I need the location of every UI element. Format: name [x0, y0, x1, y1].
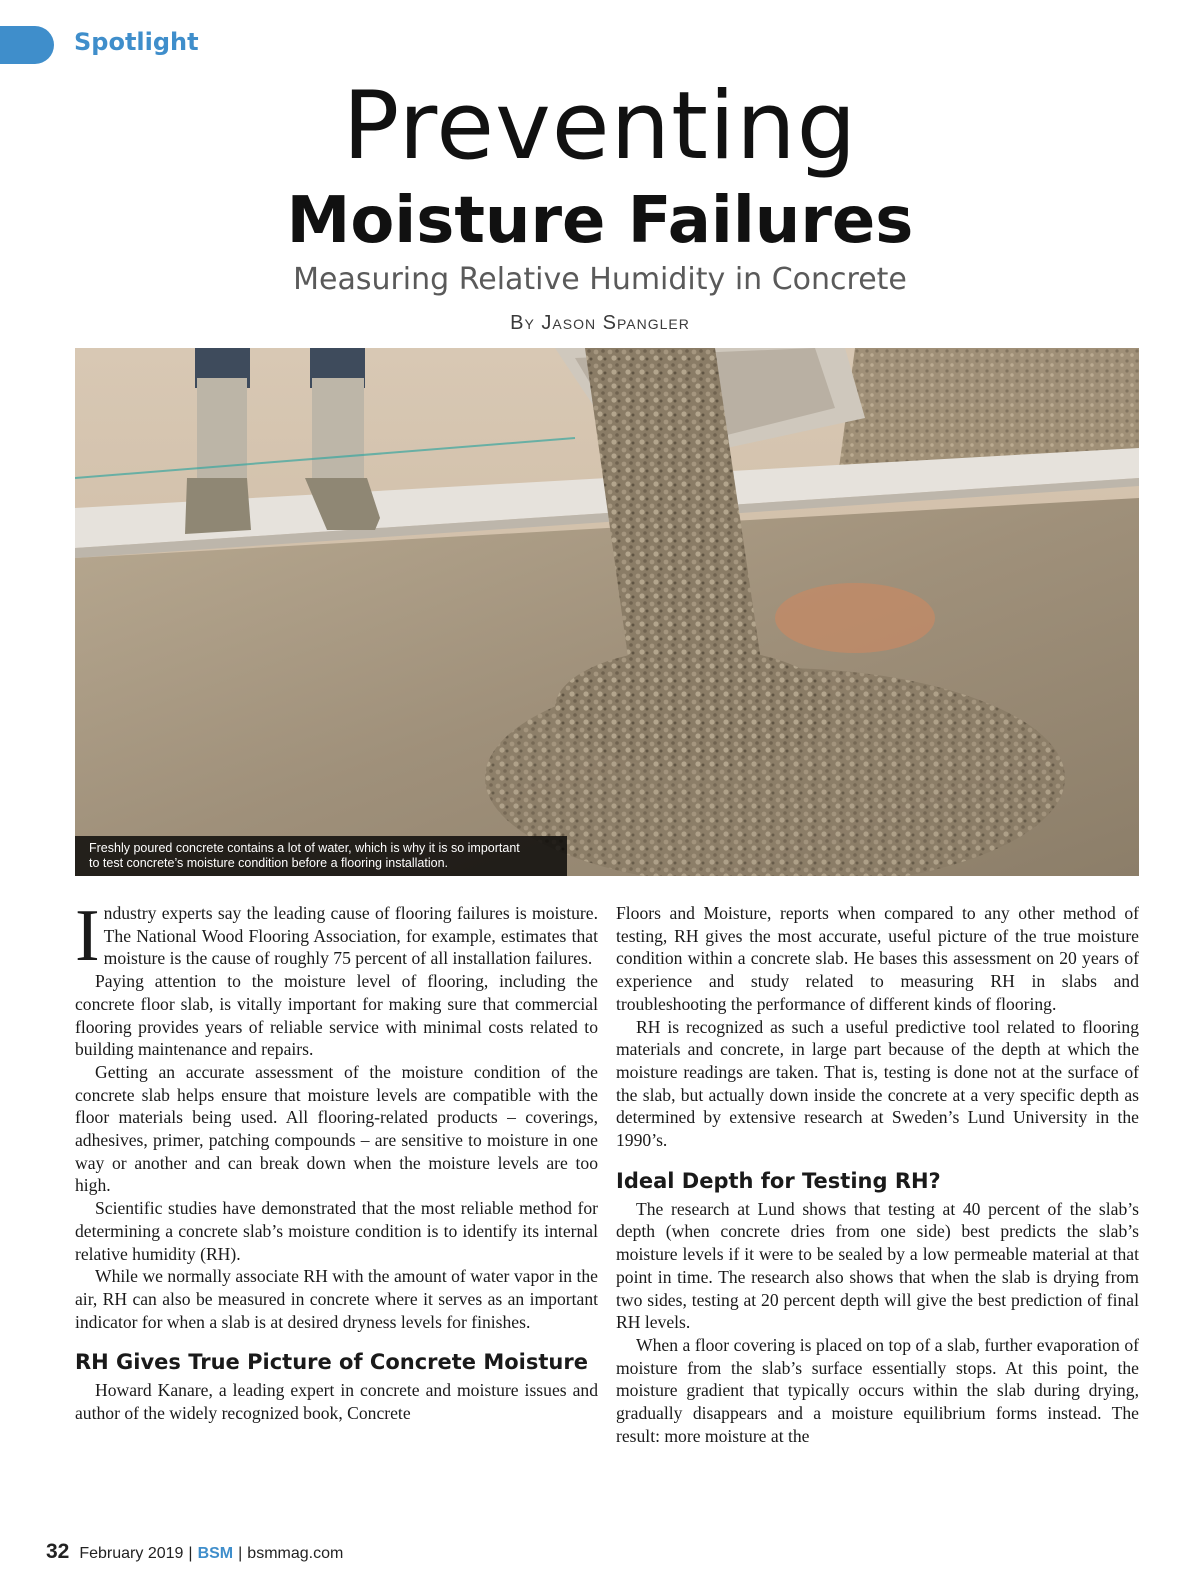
magazine-brand: BSM: [197, 1545, 234, 1562]
article-title-line2: Moisture Failures: [286, 184, 914, 258]
section-heading-rh-true-picture: RH Gives True Picture of Concrete Moisture: [75, 1350, 588, 1375]
article-column-left: [75, 895, 598, 1425]
drop-cap: I: [75, 895, 100, 977]
page-number: 32: [46, 1540, 70, 1563]
issue-date: February 2019: [79, 1545, 184, 1562]
article-byline: By Jason Spangler: [510, 312, 690, 334]
footer-separator: |: [238, 1545, 243, 1562]
photo-caption: [75, 836, 567, 876]
photo-caption-line2: to test concrete’s moisture condition before a flooring installation.: [89, 856, 448, 870]
article-title-line1: Preventing: [342, 72, 858, 181]
paragraph-10: When a floor covering is placed on top of a slab, further evaporation of moisture from the slab’s surface essentially stops. At this point, the moisture gradient that typically occurs within the slab during drying, gradually disappears and a moisture equilibrium forms instead. The result: more moisture at the: [616, 1334, 1139, 1446]
paragraph-3: Getting an accurate assessment of the moisture condition of the concrete slab helps ensure that moisture levels are compatible with the floor materials being used. All flooring-related products – coverings, adhesives, primer, patching compounds – are sensitive to moisture in one way or another and can break down when the moisture levels are too high.: [75, 1061, 598, 1196]
paragraph-1: [75, 895, 598, 977]
article-column-right: [616, 902, 1139, 1447]
paragraph-2: Paying attention to the moisture level of flooring, including the concrete floor slab, is vitally important for making sure that commercial flooring provides years of reliable service with minimal costs related to building maintenance and repairs.: [75, 971, 598, 1060]
concrete-pour-photo: [75, 348, 1139, 876]
paragraph-1-text: ndustry experts say the leading cause of flooring failures is moisture. The National Wood Flooring Association, for example, estimates that moisture is the cause of roughly 75 percent of all installation failures.: [103, 903, 598, 969]
paragraph-8: RH is recognized as such a useful predictive tool related to flooring materials and concrete, in large part because of the depth at which the moisture readings are taken. That is, testing is done not at the surface of the slab, but actually down inside the concrete at a very specific depth as determined by extensive research at Sweden’s Lund University in the 1990’s.: [616, 1016, 1139, 1151]
section-heading-ideal-depth: Ideal Depth for Testing RH?: [616, 1168, 941, 1193]
paragraph-4: Scientific studies have demonstrated that the most reliable method for determining a concrete slab’s moisture condition is to identify its internal relative humidity (RH).: [75, 1198, 598, 1264]
page-footer: [46, 1540, 343, 1564]
section-label: Spotlight: [74, 28, 199, 56]
paragraph-6: Howard Kanare, a leading expert in concrete and moisture issues and author of the widely recognized book, Concrete: [75, 1380, 598, 1424]
footer-separator: |: [188, 1545, 193, 1562]
photo-caption-line1: Freshly poured concrete contains a lot of water, which is why it is so important: [89, 841, 520, 855]
website-link[interactable]: bsmmag.com: [247, 1545, 344, 1562]
article-subtitle: Measuring Relative Humidity in Concrete: [293, 262, 907, 297]
paragraph-9: The research at Lund shows that testing at 40 percent of the slab’s depth (when concrete dries from one side) best predicts the slab’s moisture levels if it were to be sealed by a low permeable material at that point in time. The research also shows that when the slab is drying from two sides, testing at 20 percent depth will give the best prediction of final RH levels.: [616, 1198, 1139, 1333]
section-tab-marker: [0, 26, 54, 64]
paragraph-5: While we normally associate RH with the amount of water vapor in the air, RH can also be measured in concrete where it serves as an important indicator for when a slab is at desired dryness levels for finishes.: [75, 1266, 598, 1332]
paragraph-7: Floors and Moisture, reports when compared to any other method of testing, RH gives the most accurate, useful picture of the true moisture condition within a concrete slab. He bases this assessment on 20 years of experience and study related to measuring RH in slabs and troubleshooting the performance of different kinds of flooring.: [616, 903, 1139, 1014]
